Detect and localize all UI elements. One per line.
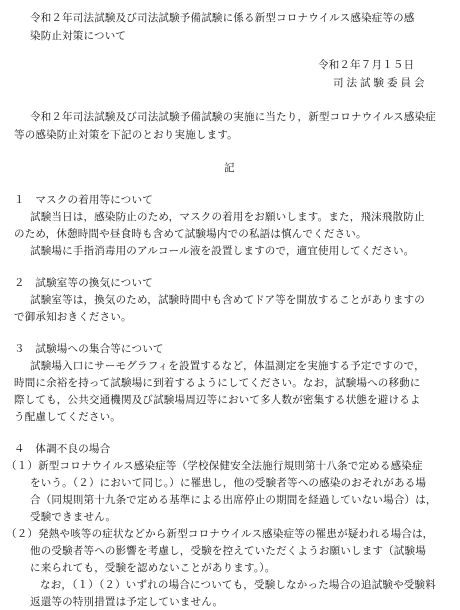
document-title-line-2: 染防止対策について bbox=[30, 30, 127, 42]
section-2-line: 試験室等は，換気のため，試験時間中も含めてドア等を開放することがありますの bbox=[30, 294, 425, 306]
section-1-line: のため，休憩時間や昼食時も含めて試験場内での私語は慎んでください。 bbox=[14, 228, 367, 240]
section-4-item-1-line: 受験できません。 bbox=[30, 511, 117, 523]
document-title-line-1: 令和２年司法試験及び司法試験予備試験に係る新型コロナウイルス感染症等の感 bbox=[30, 12, 415, 24]
section-1-heading: １ マスクの着用等について bbox=[14, 194, 153, 206]
section-1-line: 試験当日は，感染防止のため，マスクの着用をお願いします。また，飛沫飛散防止 bbox=[30, 211, 425, 223]
section-3-line: う配慮してください。 bbox=[14, 411, 121, 423]
section-4-item-2-line: （２）発熱や咳等の症状などから新型コロナウイルス感染症等の罹患が疑われる場合は， bbox=[6, 528, 434, 540]
section-2-heading: ２ 試験室等の換気について bbox=[14, 277, 153, 289]
section-4-item-2-line: 他の受験者等への影響を考慮し，受験を控えていただくようお願いします（試験場 bbox=[30, 545, 426, 557]
section-4-item-1-line: 合（同規則第十九条で定める基準による出席停止の期間を経過していない場合）は， bbox=[30, 494, 437, 506]
section-4-item-2-line: なお，（１）（２）いずれの場合についても，受験しなかった場合の追試験や受験料 bbox=[40, 579, 436, 591]
section-3-line: 試験場入口にサーモグラフィを設置するなど，体温測定を実施する予定ですので， bbox=[30, 360, 425, 372]
section-3-line: 時間に余裕を持って試験場に到着するようにしてください。なお，試験場への移動に bbox=[14, 377, 421, 389]
issuer-name: 司法試験委員会 bbox=[333, 77, 428, 89]
section-3-line: 際しても，公共交通機関及び試験場周辺等において多人数が密集する状態を避けるよ bbox=[14, 394, 421, 406]
section-4-item-2-line: 返還等の特別措置は予定していません。 bbox=[30, 596, 224, 608]
issue-date: 令和２年７月１５日 bbox=[318, 59, 415, 71]
ki-heading: 記 bbox=[224, 162, 235, 174]
section-2-line: で御承知おきください。 bbox=[14, 311, 132, 323]
section-4-item-1-line: （１）新型コロナウイルス感染症等（学校保健安全法施行規則第十八条で定める感染症 bbox=[6, 460, 423, 472]
section-1-line: 試験場に手指消毒用のアルコール液を設置しますので，適宜使用してください。 bbox=[30, 245, 415, 257]
section-4-item-2-line: に来られても，受験を認めないことがあります。）。 bbox=[30, 562, 276, 574]
section-3-heading: ３ 試験場への集合等について bbox=[14, 343, 164, 355]
intro-line-2: 等の感染防止対策を下記のとおり実施します。 bbox=[14, 129, 238, 141]
intro-line-1: 令和２年司法試験及び司法試験予備試験の実施に当たり，新型コロナウイルス感染症 bbox=[30, 111, 436, 123]
section-4-heading: ４ 体調不良の場合 bbox=[14, 443, 111, 455]
section-4-item-1-line: をいう。（２）において同じ。）に罹患し，他の受験者等への感染のおそれがある場 bbox=[30, 477, 427, 489]
